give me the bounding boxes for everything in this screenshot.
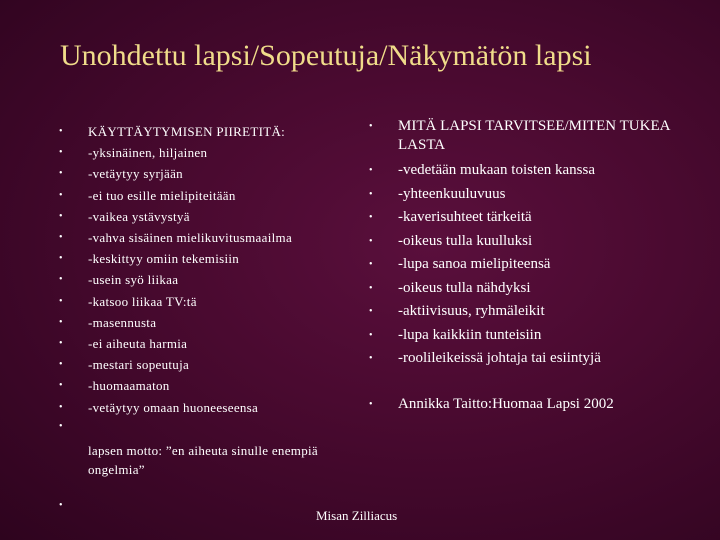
bullet: • xyxy=(59,147,63,159)
list-item-text: -kaverisuhteet tärkeitä xyxy=(398,209,532,225)
bullet: • xyxy=(59,401,63,413)
child-motto: lapsen motto: ”en aiheuta sinulle enempiä ongelmia” xyxy=(88,443,318,477)
bullet: • xyxy=(369,353,373,364)
bullet: • xyxy=(59,338,63,350)
bullet: • xyxy=(369,212,373,223)
bullet: • xyxy=(369,188,373,200)
list-item-text: -roolileikeissä johtaja tai esiintyjä xyxy=(398,350,601,366)
list-item-text: -oikeus tulla kuulluksi xyxy=(398,232,533,249)
right-heading: MITÄ LAPSI TARVITSEE/MITEN TUKEA LASTA xyxy=(398,118,670,153)
bullet: • xyxy=(59,189,63,201)
list-item-text: -oikeus tulla nähdyksi xyxy=(398,279,531,296)
list-item xyxy=(55,227,355,248)
bullet: • xyxy=(369,121,373,132)
bullet: • xyxy=(369,165,373,176)
bullet: • xyxy=(59,295,63,307)
bullet: • xyxy=(59,500,63,511)
list-item xyxy=(55,269,355,290)
list-item-text: -lupa sanoa mielipiteensä xyxy=(398,256,551,272)
slide-title: Unohdettu lapsi/Sopeutuja/Näkymätön lapsi xyxy=(60,39,592,72)
list-item xyxy=(55,333,355,354)
bullet: • xyxy=(59,232,63,244)
bullet: • xyxy=(369,282,373,294)
bullet: • xyxy=(59,126,63,137)
bullet: • xyxy=(369,259,373,270)
list-item-text: -vaikea ystävystyä xyxy=(88,208,190,224)
list-item xyxy=(365,300,705,324)
bullet: • xyxy=(369,306,373,317)
list-item xyxy=(55,291,355,312)
list-item-text: -ei tuo esille mielipiteitään xyxy=(88,187,236,203)
list-item xyxy=(365,159,705,183)
list-item-text: -yhteenkuuluvuus xyxy=(398,185,506,202)
list-item xyxy=(365,206,705,230)
list-item xyxy=(55,206,355,227)
list-item-text: Annikka Taitto:Huomaa Lapsi 2002 xyxy=(398,395,614,412)
list-item xyxy=(55,142,355,163)
list-item-text: -katsoo liikaa TV:tä xyxy=(88,293,197,309)
list-item xyxy=(365,277,705,301)
list-item xyxy=(55,185,355,206)
bullet: • xyxy=(59,380,63,392)
author-footer: Misan Zilliacus xyxy=(316,508,398,523)
list-item xyxy=(55,312,355,333)
list-item-text: -masennusta xyxy=(88,314,157,330)
list-item xyxy=(365,230,705,254)
bullet: • xyxy=(59,421,63,432)
list-item-text: -huomaamaton xyxy=(88,378,170,394)
list-item xyxy=(55,163,355,184)
list-item xyxy=(55,121,355,142)
list-item-text: -yksinäinen, hiljainen xyxy=(88,145,208,161)
bullet: • xyxy=(369,329,373,341)
bullet: • xyxy=(369,398,373,410)
list-item-text: -usein syö liikaa xyxy=(88,272,179,288)
list-item xyxy=(365,324,705,348)
bullet: • xyxy=(59,168,63,180)
bullet: • xyxy=(59,359,63,371)
list-item-text: -ei aiheuta harmia xyxy=(88,336,188,352)
list-item-text: -keskittyy omiin tekemisiin xyxy=(88,251,240,267)
list-item xyxy=(55,375,355,396)
list-item xyxy=(365,183,705,207)
bullet: • xyxy=(59,274,63,286)
list-item-text: -aktiivisuus, ryhmäleikit xyxy=(398,303,545,319)
bullet: • xyxy=(59,253,63,265)
left-column xyxy=(55,121,355,418)
source-citation xyxy=(365,393,705,417)
list-item-text: -vetäytyy omaan huoneeseensa xyxy=(88,399,259,415)
list-item-text: -lupa kaikkiin tunteisiin xyxy=(398,326,542,343)
list-item-text: -mestari sopeutuja xyxy=(88,357,190,373)
list-item-text: -vahva sisäinen mielikuvitusmaailma xyxy=(88,230,293,246)
bullet: • xyxy=(369,235,373,247)
list-item-text: KÄYTTÄYTYMISEN PIIRETITÄ: xyxy=(88,124,286,139)
list-item xyxy=(55,397,355,418)
list-item xyxy=(365,253,705,277)
list-item xyxy=(55,354,355,375)
list-item-text: -vetäytyy syrjään xyxy=(88,166,183,182)
list-item xyxy=(55,248,355,269)
list-item xyxy=(365,347,705,371)
bullet: • xyxy=(59,210,63,222)
list-item-text: -vedetään mukaan toisten kanssa xyxy=(398,162,596,178)
list-item-heading xyxy=(365,117,705,155)
right-column xyxy=(365,117,705,416)
bullet: • xyxy=(59,316,63,328)
